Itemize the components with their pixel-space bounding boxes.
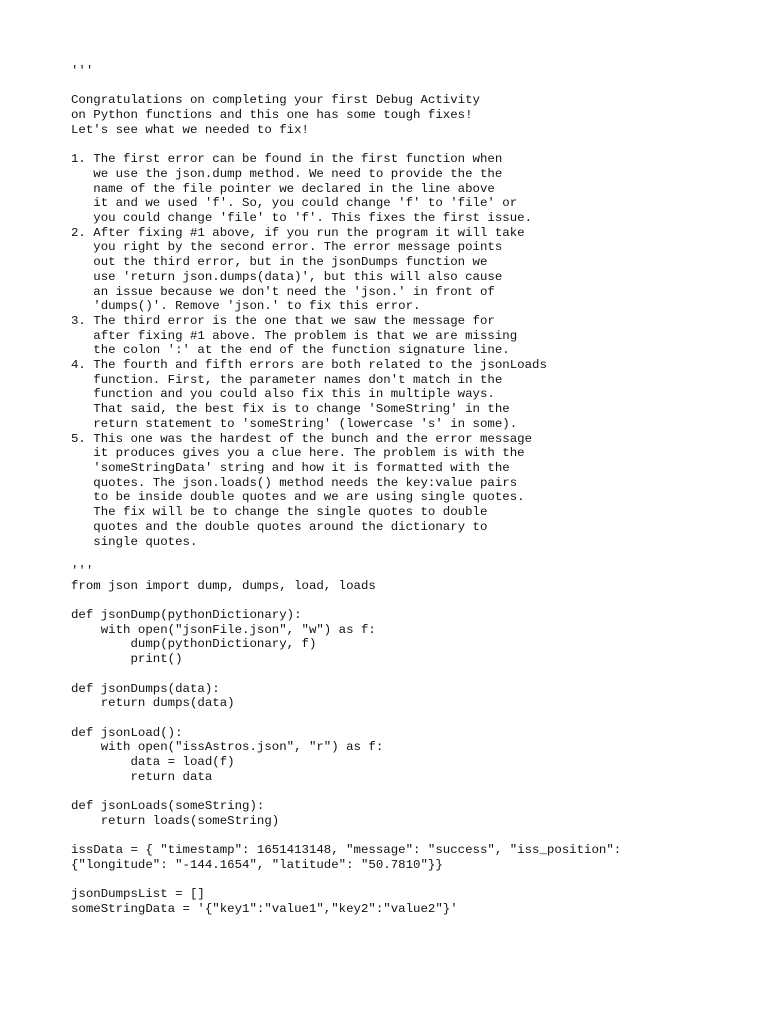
code-line: def jsonDump(pythonDictionary): [71,608,302,623]
code-line: use 'return json.dumps(data)', but this will also cause [71,269,503,284]
code-line: out the third error, but in the jsonDumps function we [71,255,488,270]
code-line: return dumps(data) [71,696,235,711]
code-line: 2. After fixing #1 above, if you run the program it will take [71,225,525,240]
code-line: That said, the best fix is to change 'SomeString' in the [71,402,510,417]
code-line: 'dumps()'. Remove 'json.' to fix this error. [71,299,421,314]
code-line: on Python functions and this one has some tough fixes! [71,108,473,123]
code-line: ''' [71,64,94,78]
code-line: name of the file pointer we declared in the line above [71,181,495,196]
code-line: 5. This one was the hardest of the bunch and the error message [71,431,533,446]
code-line: with open("jsonFile.json", "w") as f: [71,622,376,637]
code-line: issData = { "timestamp": 1651413148, "message": "success", "iss_position": [71,843,622,858]
code-line: with open("issAstros.json", "r") as f: [71,740,384,755]
code-line: Congratulations on completing your first Debug Activity [71,93,480,108]
code-line: single quotes. [71,534,198,549]
code-line: data = load(f) [71,755,235,770]
code-line: it produces gives you a clue here. The problem is with the [71,446,525,461]
code-line: 'someStringData' string and how it is formatted with the [71,460,510,475]
code-line: from json import dump, dumps, load, loads [71,578,376,593]
code-line: The fix will be to change the single quotes to double [71,505,488,520]
code-listing [71,64,751,917]
code-line: dump(pythonDictionary, f) [71,637,317,652]
code-line: an issue because we don't need the 'json.' in front of [71,284,495,299]
code-line: print() [71,652,183,667]
code-line: someStringData = '{"key1":"value1","key2":"value2"}' [71,902,458,917]
code-line: to be inside double quotes and we are using single quotes. [71,490,525,505]
code-line: Let's see what we needed to fix! [71,122,309,137]
code-line: def jsonLoad(): [71,725,183,740]
code-line: you right by the second error. The error message points [71,240,503,255]
document-page [71,64,751,917]
code-line: we use the json.dump method. We need to provide the the [71,166,503,181]
code-line: after fixing #1 above. The problem is that we are missing [71,328,518,343]
code-line: quotes. The json.loads() method needs the key:value pairs [71,475,518,490]
code-line: ''' [71,563,94,578]
code-line: 4. The fourth and fifth errors are both related to the jsonLoads [71,358,547,373]
code-line: the colon ':' at the end of the function signature line. [71,343,510,358]
code-line: 1. The first error can be found in the first function when [71,152,503,167]
code-line: def jsonLoads(someString): [71,799,265,814]
code-line: quotes and the double quotes around the dictionary to [71,519,488,534]
code-line: 3. The third error is the one that we saw the message for [71,313,495,328]
code-line: {"longitude": "-144.1654", "latitude": "50.7810"}} [71,857,443,872]
code-line: it and we used 'f'. So, you could change 'f' to 'file' or [71,196,518,211]
code-line: return loads(someString) [71,813,280,828]
code-line: return statement to 'someString' (lowercase 's' in some). [71,416,518,431]
code-line: return data [71,769,213,784]
code-line: jsonDumpsList = [] [71,887,205,902]
code-line: def jsonDumps(data): [71,681,220,696]
code-line: function and you could also fix this in multiple ways. [71,387,495,402]
code-line: you could change 'file' to 'f'. This fixes the first issue. [71,211,533,226]
code-line: function. First, the parameter names don't match in the [71,372,503,387]
